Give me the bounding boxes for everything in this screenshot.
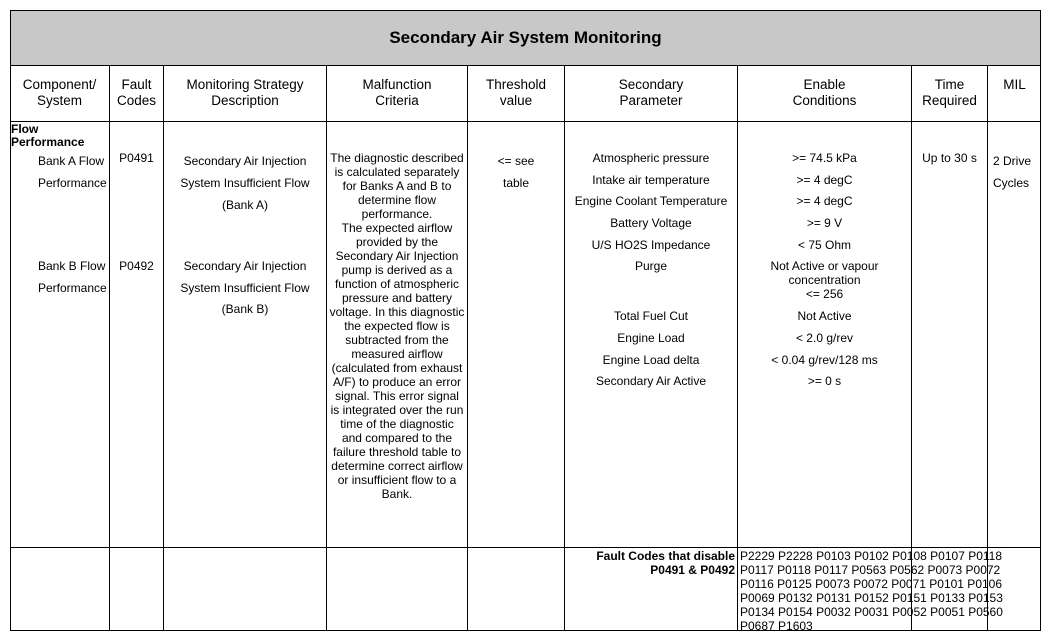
malfunction-line: time of the diagnostic <box>340 417 454 431</box>
parameter-name: Intake air temperature <box>592 173 710 187</box>
malfunction-line: performance. <box>361 207 433 221</box>
component-bank-a: Bank A Flow Performance <box>38 154 107 190</box>
parameter-name: U/S HO2S Impedance <box>591 238 711 252</box>
header-component: Component/ System <box>22 77 97 108</box>
parameter-name: Engine Load delta <box>602 353 700 367</box>
malfunction-line: determine flow <box>357 193 437 207</box>
malfunction-line: function of atmospheric <box>334 277 460 291</box>
component-group-label: Flow Performance <box>11 122 85 149</box>
enable-condition: < 75 Ohm <box>797 238 852 252</box>
disable-label: Fault Codes that disable P0491 & P0492 <box>596 549 735 577</box>
malfunction-line: failure threshold table to <box>332 445 462 459</box>
disable-codes-line: P0117 P0118 P0117 P0563 P0562 P0073 P0072 <box>740 563 1001 577</box>
disable-codes-line: P0134 P0154 P0032 P0031 P0052 P0051 P0560 <box>740 605 1003 619</box>
header-threshold: Threshold value <box>485 77 547 108</box>
disable-codes-line: P0116 P0125 P0073 P0072 P0071 P0101 P0106 <box>740 577 1003 591</box>
malfunction-line: is calculated separately <box>334 165 460 179</box>
malfunction-line: measured airflow <box>351 347 443 361</box>
enable-condition: Not Active or vapour concentration <= 256 <box>770 259 879 301</box>
malfunction-line: and compared to the <box>341 431 453 445</box>
malfunction-line: or insufficient flow to a <box>337 473 457 487</box>
disable-codes-line: P2229 P2228 P0103 P0102 P0108 P0107 P0118 <box>740 549 1003 563</box>
malfunction-line: (calculated from exhaust <box>331 361 463 375</box>
header-divider <box>10 121 1041 122</box>
footer-divider <box>10 547 1041 548</box>
malfunction-line: pressure and battery <box>341 291 453 305</box>
parameter-name: Secondary Air Active <box>595 374 707 388</box>
column-divider <box>987 66 988 631</box>
header-mil: MIL <box>1003 77 1026 92</box>
strategy-bank-a: Secondary Air Injection System Insufficient Flow (Bank A) <box>180 154 310 212</box>
malfunction-line: The diagnostic described <box>330 151 464 165</box>
mil-value: 2 Drive Cycles <box>993 154 1032 190</box>
disable-codes-line: P0687 P1603 <box>740 619 813 633</box>
parameter-name: Engine Coolant Temperature <box>574 194 728 208</box>
malfunction-line: the expected flow is <box>344 319 450 333</box>
header-secondary: Secondary Parameter <box>618 77 684 108</box>
malfunction-line: The expected airflow <box>341 221 453 235</box>
component-bank-b: Bank B Flow Performance <box>38 259 107 295</box>
header-malfunction: Malfunction Criteria <box>362 77 432 108</box>
header-strategy: Monitoring Strategy Description <box>186 77 304 108</box>
header-enable: Enable Conditions <box>792 77 857 108</box>
malfunction-line: A/F) to produce an error <box>332 375 462 389</box>
malfunction-criteria <box>327 151 467 501</box>
enable-condition: < 2.0 g/rev <box>795 331 854 345</box>
malfunction-line: Bank. <box>381 487 413 501</box>
table-title: Secondary Air System Monitoring <box>10 10 1041 66</box>
time-required: Up to 30 s <box>922 151 977 165</box>
enable-condition: >= 0 s <box>807 374 842 388</box>
enable-condition: >= 4 degC <box>796 173 853 187</box>
strategy-bank-b: Secondary Air Injection System Insufficient Flow (Bank B) <box>180 259 310 316</box>
parameter-name: Purge <box>634 259 668 273</box>
enable-condition: >= 74.5 kPa <box>792 151 857 165</box>
header-time: Time Required <box>922 77 977 108</box>
enable-condition: < 0.04 g/rev/128 ms <box>771 353 878 367</box>
header-fault-codes: Fault Codes <box>116 77 157 108</box>
enable-condition: >= 9 V <box>806 216 843 230</box>
enable-condition: >= 4 degC <box>796 194 853 208</box>
parameter-name: Battery Voltage <box>610 216 692 230</box>
parameter-name: Engine Load <box>617 331 685 345</box>
disable-codes <box>740 549 1040 633</box>
malfunction-line: is integrated over the run <box>330 403 464 417</box>
malfunction-line: provided by the <box>355 235 439 249</box>
malfunction-line: determine correct airflow <box>331 459 463 473</box>
parameter-name: Atmospheric pressure <box>592 151 710 165</box>
threshold-value: <= see table <box>497 154 535 190</box>
malfunction-line: for Banks A and B to <box>342 179 452 193</box>
malfunction-line: Secondary Air Injection <box>335 249 459 263</box>
fault-code-bank-a: P0491 <box>119 151 154 165</box>
disable-codes-line: P0069 P0132 P0131 P0152 P0151 P0133 P0153 <box>740 591 1003 605</box>
fault-code-bank-b: P0492 <box>119 259 154 273</box>
enable-conditions <box>738 151 911 396</box>
malfunction-line: signal. This error signal <box>335 389 459 403</box>
secondary-parameters <box>565 151 737 396</box>
malfunction-line: voltage. In this diagnostic <box>329 305 465 319</box>
malfunction-line: subtracted from the <box>345 333 449 347</box>
malfunction-line: pump is derived as a <box>341 263 453 277</box>
enable-condition: Not Active <box>797 309 852 323</box>
parameter-name: Total Fuel Cut <box>613 309 689 323</box>
